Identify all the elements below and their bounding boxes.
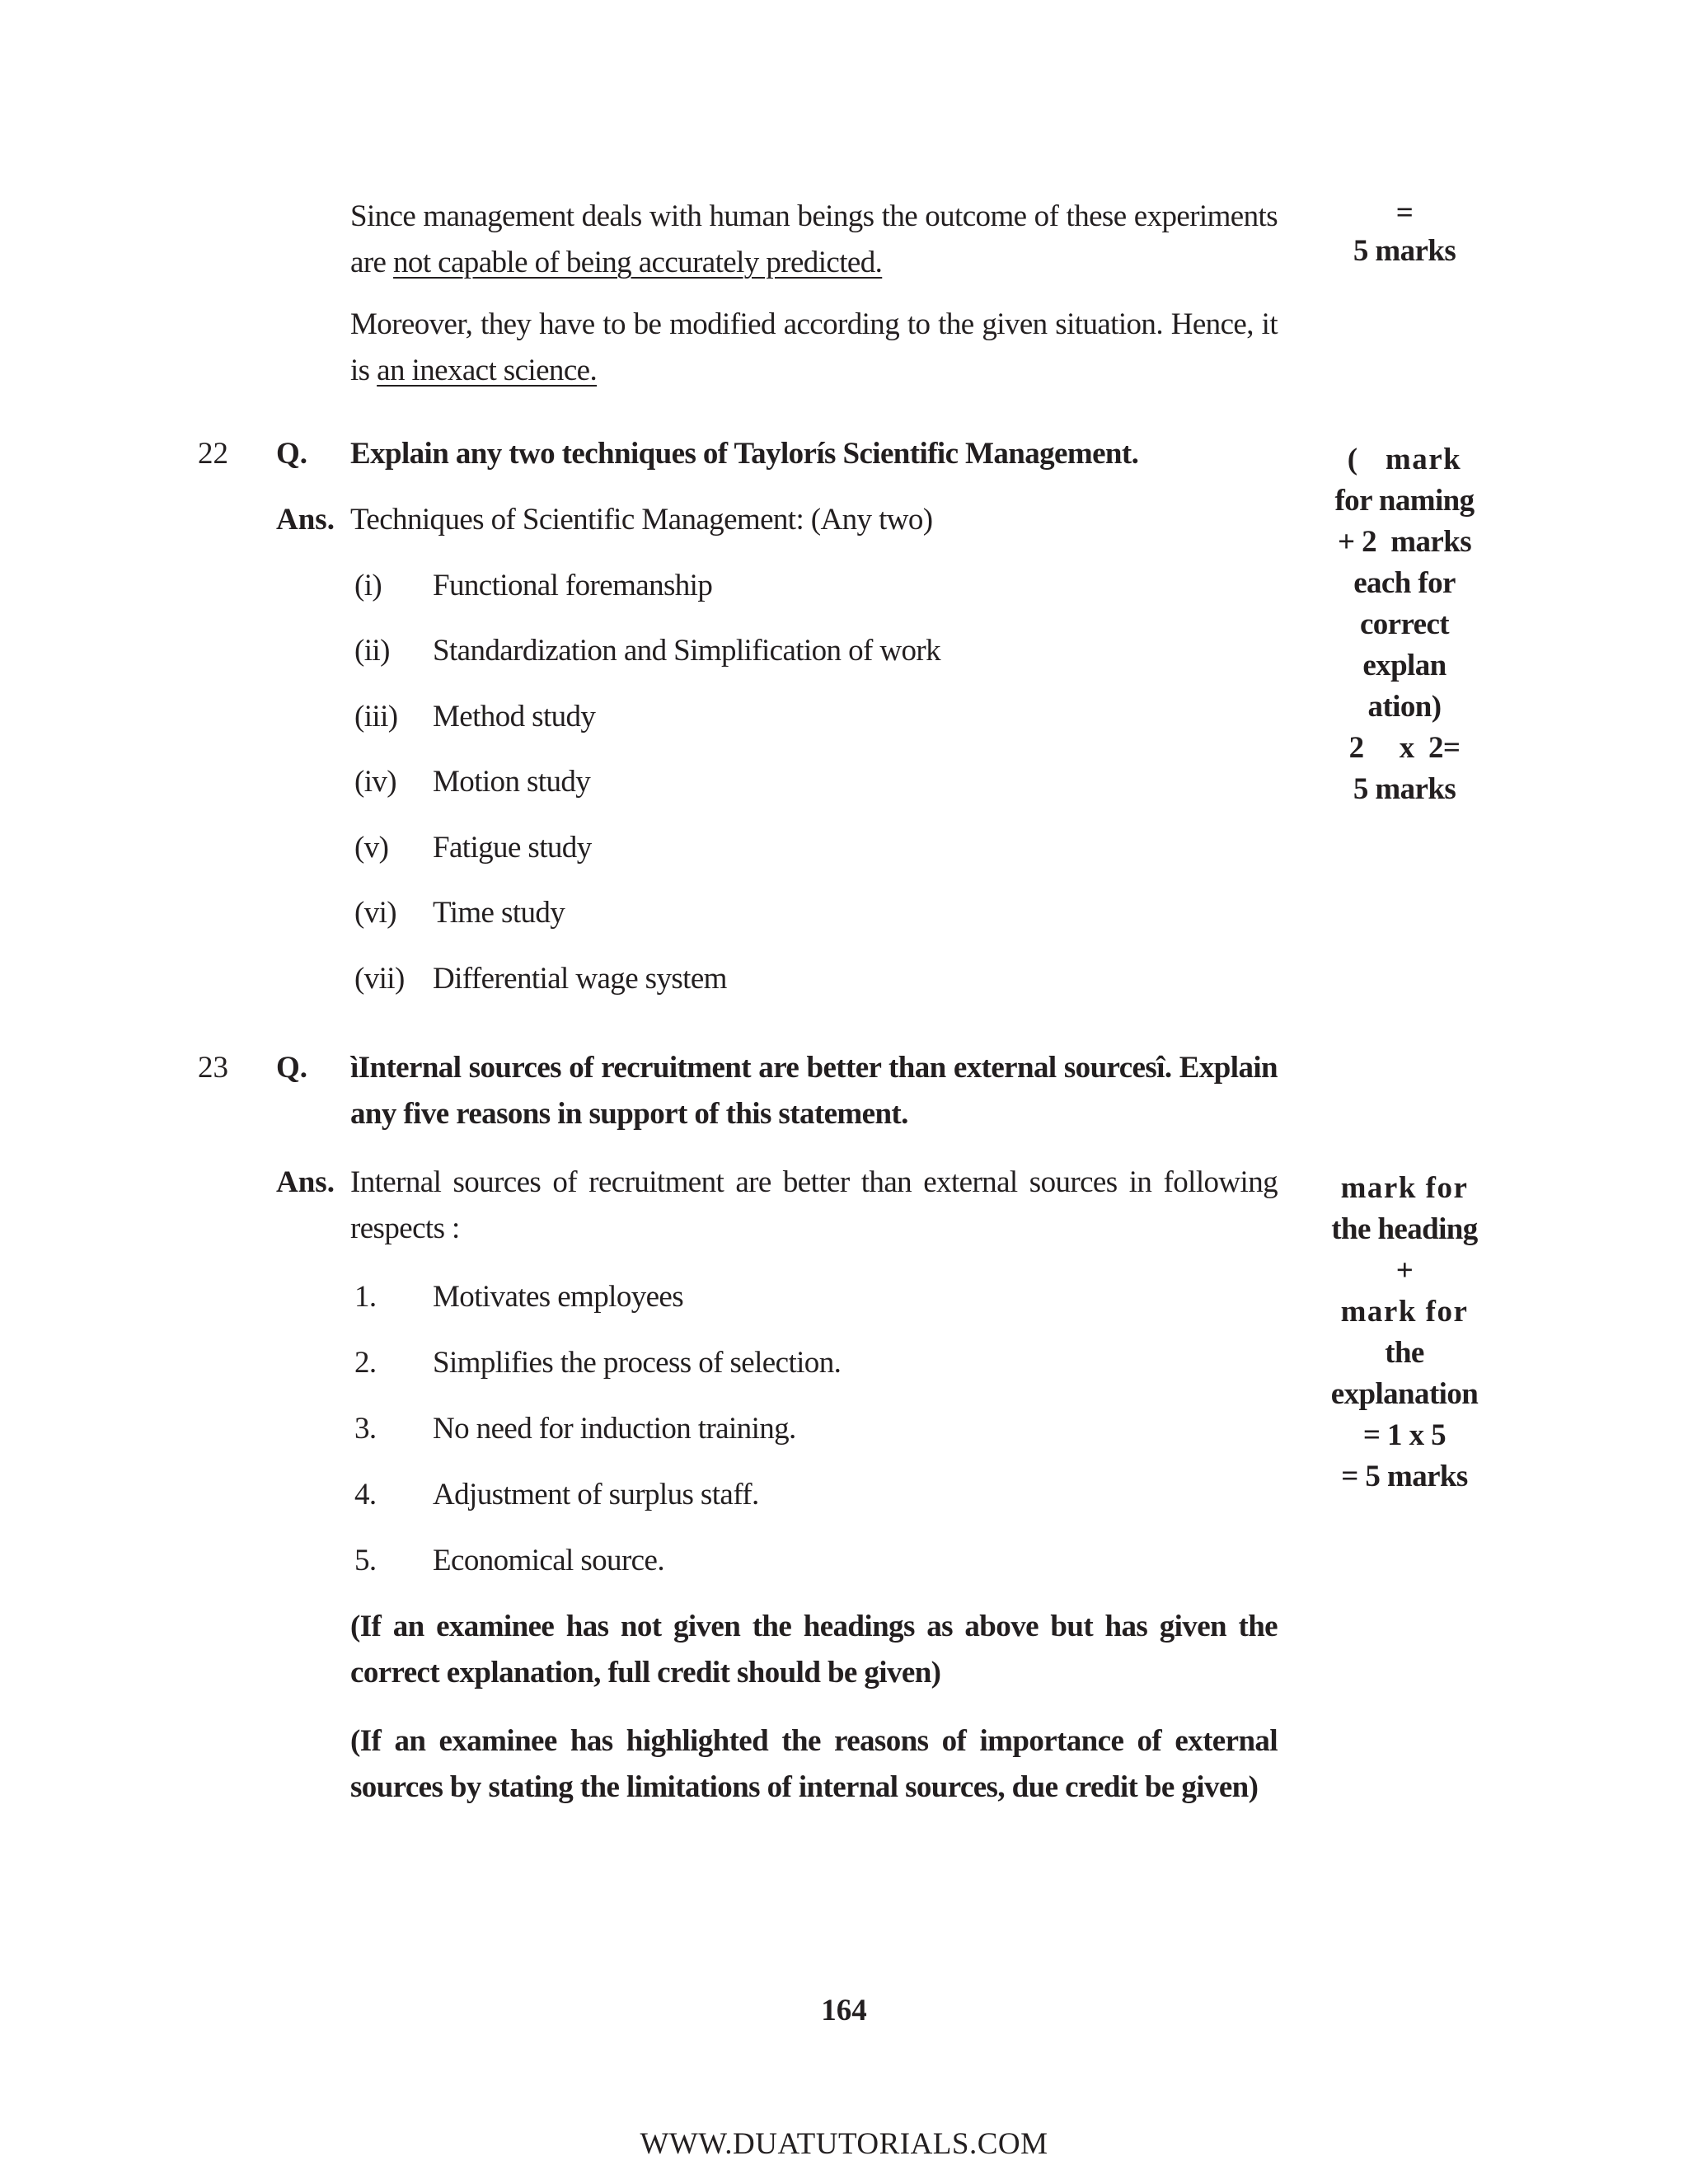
list-item-number: (i)	[354, 569, 382, 602]
intro-paragraph-2-text: Moreover, they have to be modified according to the given situation. Hence, it is	[350, 307, 1278, 387]
list-item-number: (vi)	[354, 896, 397, 930]
list-item-number: 2.	[354, 1346, 377, 1380]
examiner-note-1: (If an examinee has not given the headings as above but has given the correct explanation, full credit should be given)	[350, 1610, 1278, 1690]
list-item-text: No need for induction training.	[433, 1412, 796, 1446]
intro-marks	[1314, 194, 1495, 270]
list-item-number: (vii)	[354, 962, 405, 996]
question-22-text: Explain any two techniques of Taylorís Scientific Management.	[350, 437, 1139, 471]
marks-line: explan	[1362, 649, 1447, 682]
list-item-text: Fatigue study	[433, 831, 592, 865]
marks-line: the heading	[1331, 1212, 1478, 1246]
examiner-note-2: (If an examinee has highlighted the reasons of importance of external sources by stating the limitations of internal sources, due credit be given)	[350, 1724, 1278, 1804]
list-item	[354, 563, 712, 609]
marks-line: correct	[1359, 607, 1450, 641]
list-item	[354, 825, 592, 871]
list-item-number: 4.	[354, 1478, 377, 1511]
answer-label: Ans.	[276, 503, 335, 537]
list-item	[354, 890, 565, 936]
list-item-text: Functional foremanship	[433, 569, 713, 602]
list-item	[354, 1472, 759, 1518]
marks-line: ation)	[1367, 690, 1442, 724]
list-item-text: Standardization and Simplification of work	[433, 634, 940, 668]
question-label: Q.	[276, 1051, 308, 1085]
marks-line: 2 x 2=	[1348, 731, 1461, 765]
list-item	[354, 694, 595, 740]
list-item	[354, 1538, 664, 1584]
intro-marks-line: =	[1395, 196, 1414, 230]
list-item-number: (iii)	[354, 700, 398, 733]
list-item-text: Motion study	[433, 765, 591, 799]
list-item-text: Adjustment of surplus staff.	[433, 1478, 759, 1511]
list-item-number: (ii)	[354, 634, 390, 668]
list-item-text: Simplifies the process of selection.	[433, 1346, 842, 1380]
answer-22-intro: Techniques of Scientific Management: (Any two)	[350, 503, 933, 537]
marks-line: = 5 marks	[1341, 1460, 1468, 1493]
marks-line: 5 marks	[1353, 772, 1456, 806]
list-item	[354, 759, 590, 805]
marks-line: each for	[1353, 566, 1456, 600]
list-item-number: (iv)	[354, 765, 397, 799]
question-23-marks	[1314, 1168, 1495, 1497]
answer-23-intro: Internal sources of recruitment are better than external sources in following respects :	[350, 1165, 1278, 1245]
list-item-number: 1.	[354, 1280, 377, 1314]
intro-paragraph-1-text: Since management deals with human beings the outcome of these experiments are	[350, 199, 1278, 279]
marks-line: explanation	[1330, 1377, 1479, 1411]
list-item	[354, 1340, 841, 1386]
list-item-text: Differential wage system	[433, 962, 727, 996]
list-item	[354, 956, 727, 1002]
list-item	[354, 628, 940, 674]
marks-line: mark for	[1340, 1295, 1469, 1329]
question-number-23: 23	[198, 1051, 228, 1085]
marks-line: + 2 marks	[1337, 525, 1472, 559]
answer-label: Ans.	[276, 1165, 335, 1199]
page-number: 164	[821, 1994, 867, 2027]
list-item-text: Time study	[433, 896, 565, 930]
list-item-text: Method study	[433, 700, 596, 733]
marks-line: +	[1395, 1254, 1414, 1287]
list-item-text: Economical source.	[433, 1544, 664, 1577]
list-item-number: (v)	[354, 831, 389, 865]
website-footer: WWW.DUATUTORIALS.COM	[640, 2127, 1048, 2161]
question-23-text: ìInternal sources of recruitment are better than external sourcesî. Explain any five reasons in support of this statement.	[350, 1051, 1278, 1131]
intro-paragraph-2-underlined: an inexact science.	[377, 354, 598, 387]
marks-line: = 1 x 5	[1362, 1418, 1447, 1452]
marks-line: mark for	[1340, 1171, 1469, 1205]
marks-line: ( mark	[1347, 443, 1462, 476]
question-number-22: 22	[198, 437, 228, 471]
list-item-number: 5.	[354, 1544, 377, 1577]
marks-line: the	[1385, 1336, 1424, 1370]
intro-paragraph-1-underlined: not capable of being accurately predicted.	[393, 246, 883, 279]
question-label: Q.	[276, 437, 308, 471]
list-item	[354, 1406, 796, 1452]
list-item-number: 3.	[354, 1412, 377, 1446]
intro-paragraph-1	[350, 194, 1278, 286]
intro-marks-line: 5 marks	[1353, 234, 1456, 268]
marks-line: for naming	[1334, 484, 1475, 518]
intro-paragraph-2	[350, 302, 1278, 394]
list-item	[354, 1274, 683, 1320]
question-22-marks	[1314, 439, 1495, 810]
list-item-text: Motivates employees	[433, 1280, 684, 1314]
